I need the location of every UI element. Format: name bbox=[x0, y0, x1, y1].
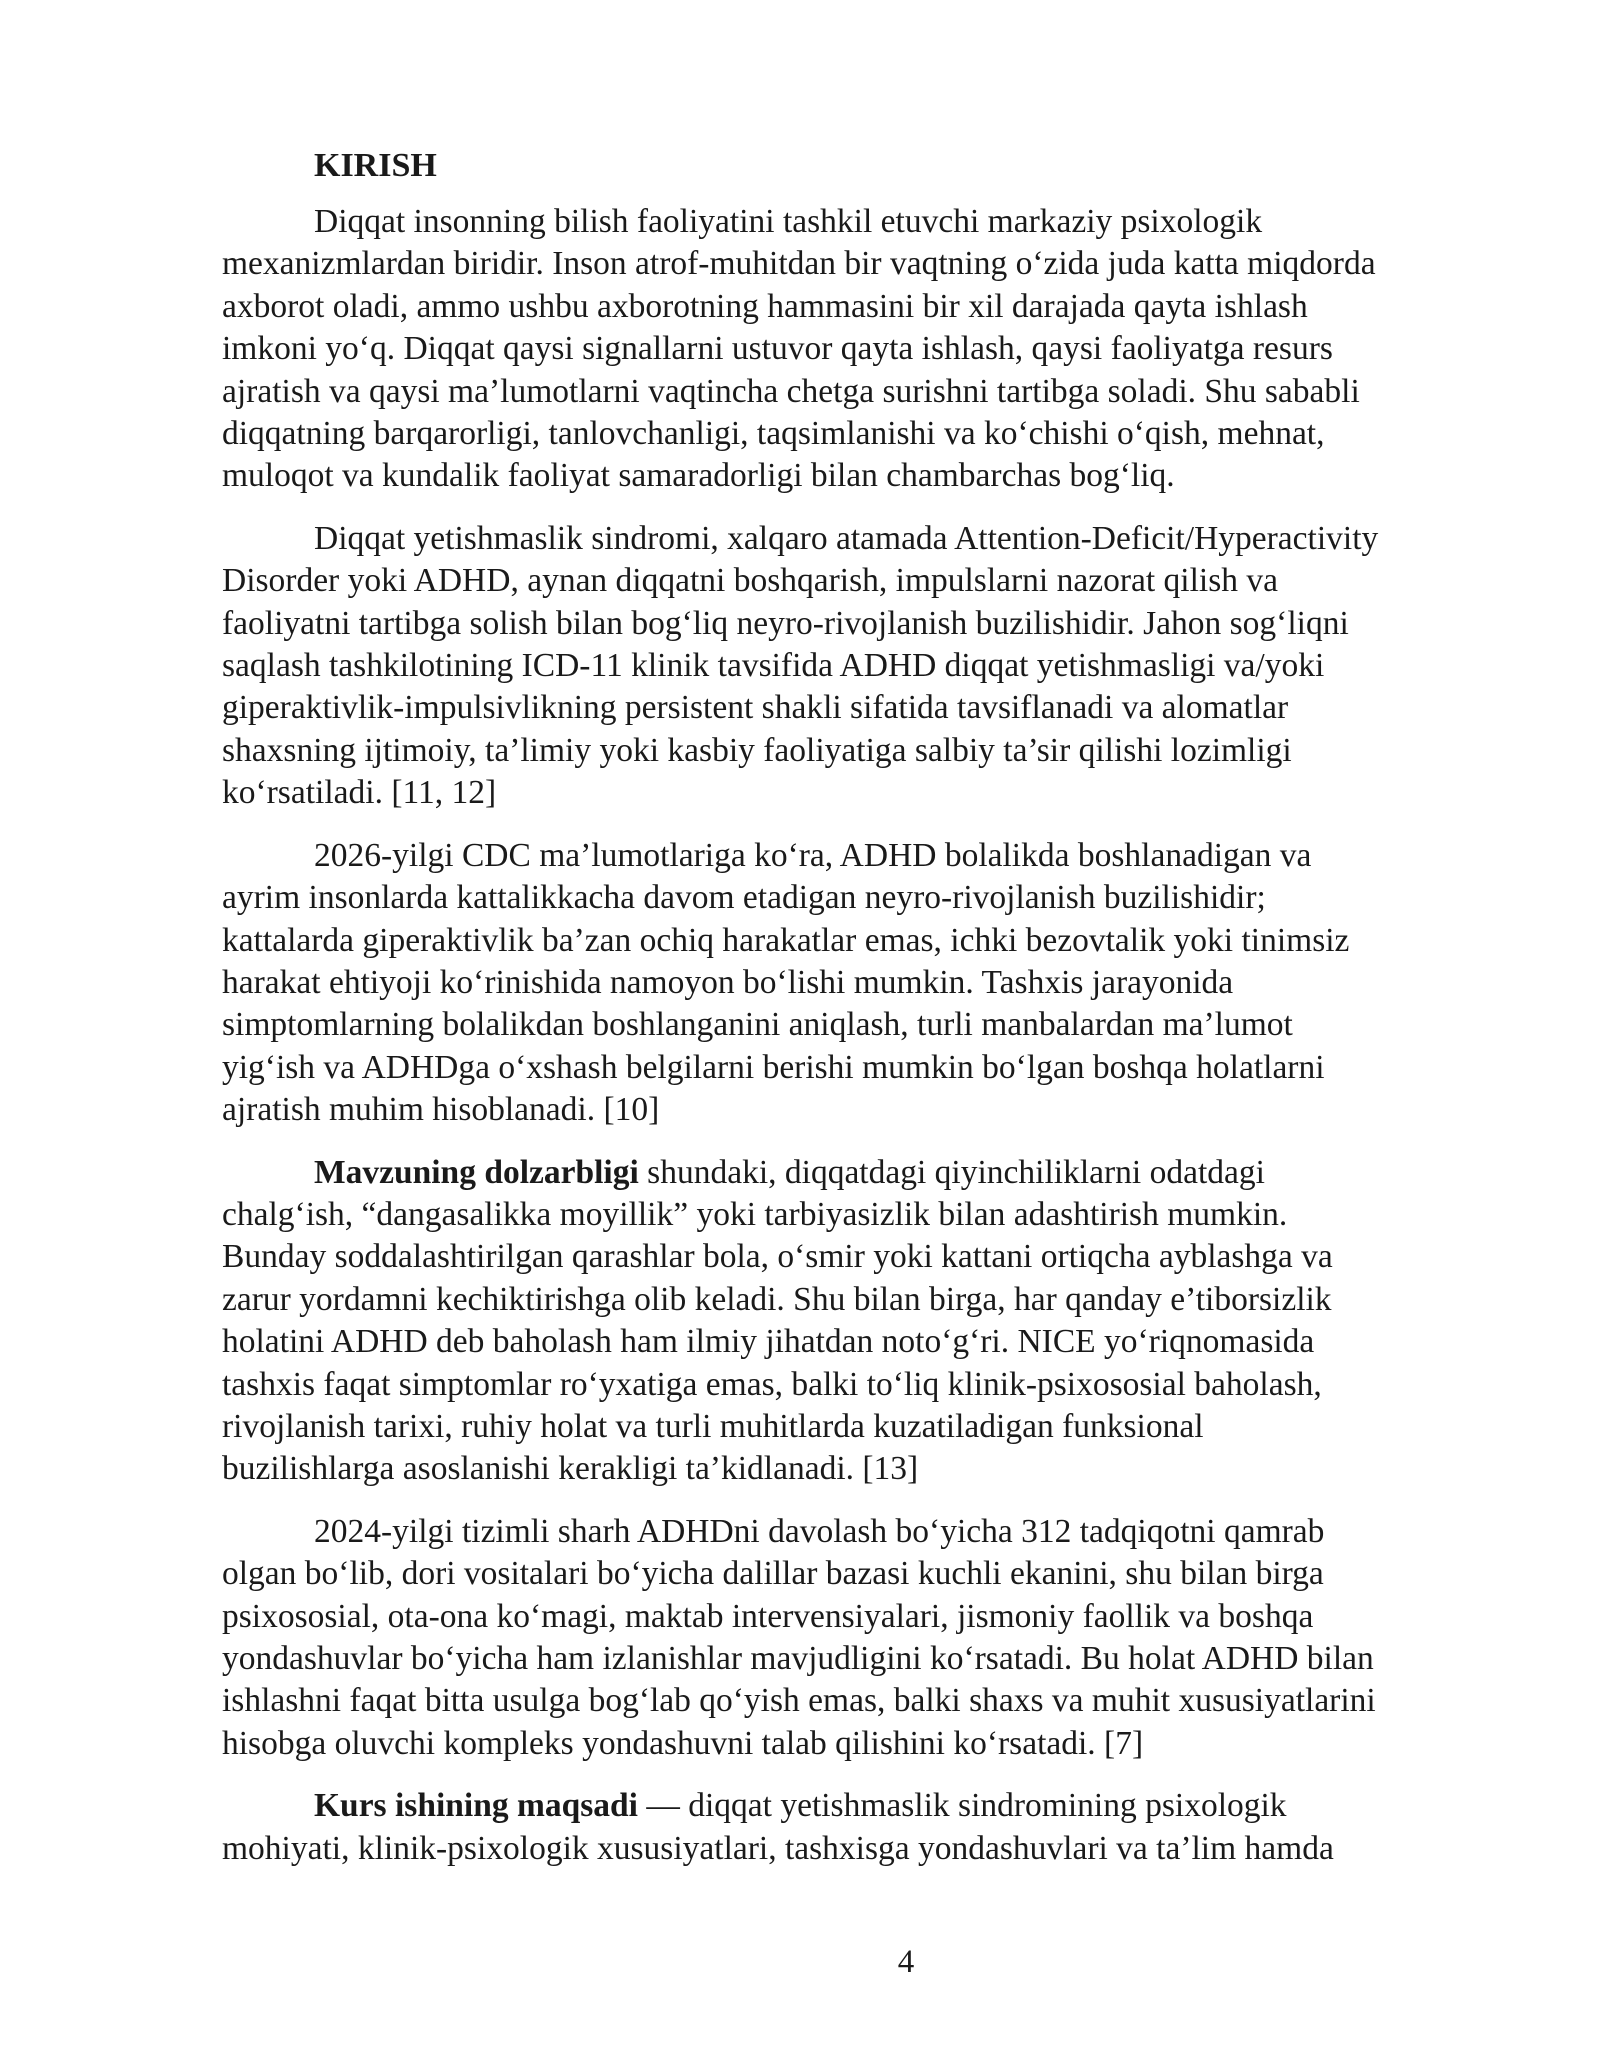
line-text: saqlash tashkilotining ICD-11 klinik tavsifida ADHD diqqat yetishmasligi va/yoki bbox=[222, 647, 1325, 685]
text-line bbox=[222, 328, 1494, 370]
text-line bbox=[222, 1364, 1494, 1406]
paragraph bbox=[222, 1785, 1494, 1870]
document-page bbox=[222, 145, 1494, 1890]
line-text: chalg‘ish, “dangasalikka moyillik” yoki tarbiyasizlik bilan adashtirish mumkin. bbox=[222, 1195, 1288, 1233]
line-text: 2026-yilgi CDC ma’lumotlariga ko‘ra, ADHD bolalikda boshlanadigan va bbox=[314, 836, 1312, 874]
text-line bbox=[222, 920, 1494, 962]
text-line bbox=[222, 201, 1494, 243]
line-text: harakat ehtiyoji ko‘rinishida namoyon bo‘lishi mumkin. Tashxis jarayonida bbox=[222, 963, 1234, 1001]
line-text: Bunday soddalashtirilgan qarashlar bola, o‘smir yoki kattani ortiqcha ayblashga va bbox=[222, 1238, 1333, 1276]
line-text: Diqqat insonning bilish faoliyatini tashkil etuvchi markaziy psixologik bbox=[314, 203, 1263, 240]
line-text: yig‘ish va ADHDga o‘xshash belgilarni berishi mumkin bo‘lgan boshqa holatlarni bbox=[222, 1048, 1325, 1086]
line-text: Diqqat yetishmaslik sindromi, xalqaro atamada Attention-Deficit/Hyperactivity bbox=[314, 519, 1379, 557]
text-line bbox=[222, 413, 1494, 455]
text-line bbox=[222, 455, 1494, 497]
paragraph-lead: Kurs ishining maqsadi bbox=[314, 1787, 638, 1825]
line-text: holatini ADHD deb baholash ham ilmiy jihatdan noto‘g‘ri. NICE yo‘riqnomasida bbox=[222, 1323, 1315, 1361]
text-line bbox=[222, 603, 1494, 645]
line-text: imkoni yo‘q. Diqqat qaysi signallarni ustuvor qayta ishlash, qaysi faoliyatga resurs bbox=[222, 330, 1333, 368]
text-line bbox=[222, 1152, 1494, 1194]
line-text: ajratish va qaysi ma’lumotlarni vaqtincha chetga surishni tartibga soladi. Shu sababli bbox=[222, 372, 1360, 410]
text-line bbox=[222, 877, 1494, 919]
line-text: shaxsning ijtimoiy, ta’limiy yoki kasbiy faoliyatiga salbiy ta’sir qilishi lozimligi bbox=[222, 731, 1292, 769]
text-line bbox=[222, 1448, 1494, 1490]
line-text: muloqot va kundalik faoliyat samaradorligi bilan chambarchas bog‘liq. bbox=[222, 457, 1175, 495]
paragraph bbox=[222, 1511, 1494, 1765]
text-line bbox=[222, 1723, 1494, 1765]
text-line bbox=[222, 1406, 1494, 1448]
line-text: ko‘rsatiladi. [11, 12] bbox=[222, 774, 497, 812]
text-line bbox=[222, 1047, 1494, 1089]
line-text: hisobga oluvchi kompleks yondashuvni talab qilishini ko‘rsatadi. [7] bbox=[222, 1724, 1144, 1762]
line-text: mohiyati, klinik-psixologik xususiyatlari, tashxisga yondashuvlari va ta’lim hamda bbox=[222, 1829, 1334, 1867]
paragraph-lead: Mavzuning dolzarbligi bbox=[314, 1153, 639, 1191]
line-text: zarur yordamni kechiktirishga olib keladi. Shu bilan birga, har qanday e’tiborsizlik bbox=[222, 1280, 1332, 1318]
text-line bbox=[222, 645, 1494, 687]
line-text: 2024-yilgi tizimli sharh ADHDni davolash bo‘yicha 312 tadqiqotni qamrab bbox=[314, 1512, 1325, 1550]
text-line bbox=[222, 286, 1494, 328]
text-line bbox=[222, 1553, 1494, 1595]
text-line bbox=[222, 1828, 1494, 1870]
text-line bbox=[222, 1785, 1494, 1827]
text-line bbox=[222, 560, 1494, 602]
text-line bbox=[222, 835, 1494, 877]
text-line bbox=[222, 962, 1494, 1004]
line-text: ishlashni faqat bitta usulga bog‘lab qo‘yish emas, balki shaxs va muhit xususiyatlarini bbox=[222, 1682, 1376, 1720]
line-text: olgan bo‘lib, dori vositalari bo‘yicha dalillar bazasi kuchli ekanini, shu bilan birga bbox=[222, 1555, 1324, 1593]
text-line bbox=[222, 1236, 1494, 1278]
paragraph bbox=[222, 201, 1494, 498]
paragraph bbox=[222, 1152, 1494, 1491]
text-line bbox=[222, 772, 1494, 814]
line-text: ayrim insonlarda kattalikkacha davom etadigan neyro-rivojlanish buzilishidir; bbox=[222, 879, 1266, 917]
line-text: kattalarda giperaktivlik ba’zan ochiq harakatlar emas, ichki bezovtalik yoki tinimsiz bbox=[222, 921, 1350, 959]
line-text: — diqqat yetishmaslik sindromining psixologik bbox=[637, 1787, 1287, 1825]
text-line bbox=[222, 1511, 1494, 1553]
line-text: mexanizmlardan biridir. Inson atrof-muhitdan bir vaqtning o‘zida juda katta miqdorda bbox=[222, 245, 1376, 283]
line-text: ajratish muhim hisoblanadi. [10] bbox=[222, 1091, 660, 1129]
line-text: tashxis faqat simptomlar ro‘yxatiga emas, balki to‘liq klinik-psixososial baholash, bbox=[222, 1365, 1322, 1403]
text-line bbox=[222, 371, 1494, 413]
line-text: giperaktivlik-impulsivlikning persistent shakli sifatida tavsiflanadi va alomatlar bbox=[222, 689, 1289, 727]
section-heading: KIRISH bbox=[314, 147, 437, 184]
line-text: axborot oladi, ammo ushbu axborotning hammasini bir xil darajada qayta ishlash bbox=[222, 287, 1308, 325]
paragraph bbox=[222, 518, 1494, 815]
line-text: shundaki, diqqatdagi qiyinchiliklarni odatdagi bbox=[638, 1153, 1265, 1191]
line-text: buzilishlarga asoslanishi kerakligi ta’kidlanadi. [13] bbox=[222, 1450, 919, 1488]
text-line bbox=[222, 1638, 1494, 1680]
text-line bbox=[222, 1089, 1494, 1131]
line-text: psixososial, ota-ona ko‘magi, maktab intervensiyalari, jismoniy faollik va boshqa bbox=[222, 1597, 1314, 1635]
text-line bbox=[222, 687, 1494, 729]
text-line bbox=[222, 730, 1494, 772]
line-text: rivojlanish tarixi, ruhiy holat va turli muhitlarda kuzatiladigan funksional bbox=[222, 1407, 1204, 1445]
paragraph bbox=[222, 835, 1494, 1132]
line-text: diqqatning barqarorligi, tanlovchanligi, taqsimlanishi va ko‘chishi o‘qish, mehnat, bbox=[222, 415, 1325, 453]
text-line bbox=[222, 1004, 1494, 1046]
text-line bbox=[222, 1279, 1494, 1321]
body-text bbox=[222, 201, 1494, 1870]
text-line bbox=[222, 243, 1494, 285]
line-text: yondashuvlar bo‘yicha ham izlanishlar mavjudligini ko‘rsatadi. Bu holat ADHD bilan bbox=[222, 1640, 1374, 1677]
text-line bbox=[222, 1596, 1494, 1638]
text-line bbox=[222, 1680, 1494, 1722]
text-line bbox=[222, 1321, 1494, 1363]
line-text: simptomlarning bolalikdan boshlanganini aniqlash, turli manbalardan ma’lumot bbox=[222, 1006, 1293, 1044]
page-number: 4 bbox=[897, 1944, 915, 1980]
line-text: faoliyatni tartibga solish bilan bog‘liq neyro-rivojlanish buzilishidir. Jahon sog‘liqni bbox=[222, 604, 1349, 642]
text-line bbox=[222, 518, 1494, 560]
text-line bbox=[222, 1194, 1494, 1236]
line-text: Disorder yoki ADHD, aynan diqqatni boshqarish, impulslarni nazorat qilish va bbox=[222, 562, 1279, 600]
